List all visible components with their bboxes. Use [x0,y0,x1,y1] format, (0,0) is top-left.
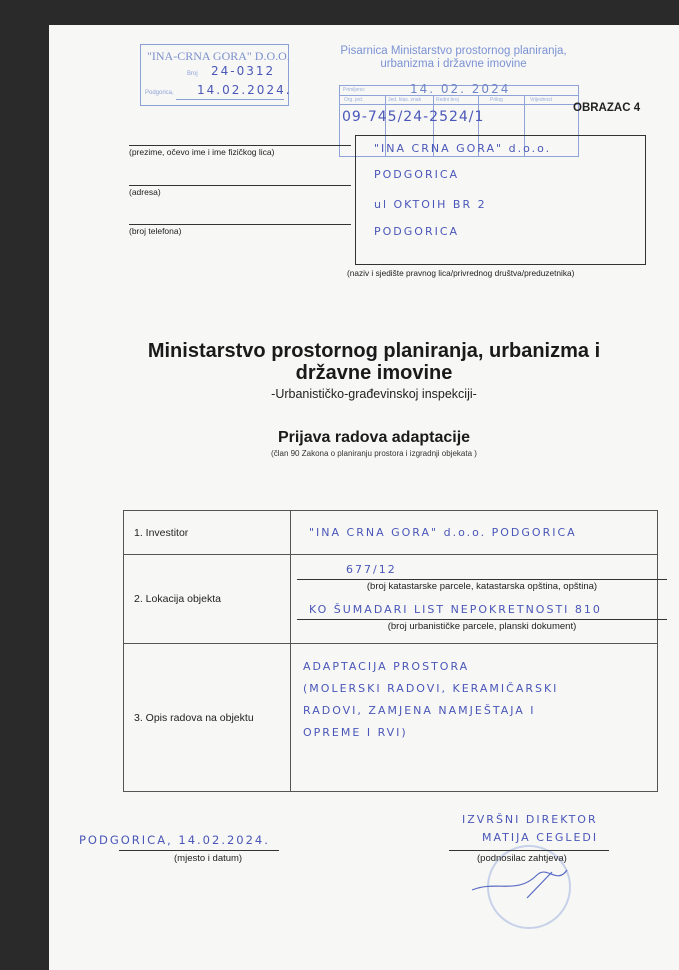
department-subheading: -Urbanističko-građevinskoj inspekciji- [271,387,477,401]
signature-scribble [467,860,587,900]
form-code: OBRAZAC 4 [573,102,641,114]
legal-entity-line-1: "INA CRNA GORA" d.o.o. [374,142,552,155]
address-field-label: (adresa) [129,187,161,197]
ministry-heading: Ministarstvo prostornog planiranja, urbanizma i državne imovine [147,340,601,384]
investitor-value [291,511,658,555]
company-registry-stamp [140,44,292,106]
stamp-col-vrijednost: Vrijednost [530,97,553,103]
parcel-number: 677/12 [346,563,397,576]
opis-line-1: ADAPTACIJA PROSTORA [303,660,470,673]
form-title: Prijava radova adaptacije [277,429,471,446]
stamp-file-number: 09-745/24-2524/1 [342,109,485,125]
table-row [124,644,658,792]
ministry-stamp-title-line1: Pisarnica Ministarstvo prostornog planiranja, [340,45,567,57]
lokacija-value-cell [291,555,658,644]
stamp-place-label: Podgorica, [145,90,174,96]
legal-entity-line-3: ul OKTOIH BR 2 [374,198,487,211]
place-date-value: PODGORICA, 14.02.2024. [79,833,270,847]
stamp-col-org: Org. jed. [344,97,364,103]
place-date-label: (mjesto i datum) [174,853,243,864]
legal-entity-box [355,135,646,265]
application-table [123,510,658,792]
stamp-col-prilog: Prilog [490,97,503,103]
investitor-label: 1. Investitor [124,511,291,555]
signer-title: IZVRŠNI DIREKTOR [462,813,598,826]
address-field-line [129,185,351,186]
stamp-received-date: 14. 02. 2024 [410,82,511,96]
signer-name: MATIJA CEGLEDI [482,831,599,844]
stamp-received-label: Primljeno: [343,87,366,93]
opis-value-cell [291,644,658,792]
legal-entity-line-2: PODGORICA [374,168,460,181]
phone-field-line [129,224,351,225]
place-date-line [119,850,279,851]
parcel-line [297,579,667,580]
ministry-stamp-title-line2: urbanizma i državne imovine [380,58,527,70]
lokacija-label: 2. Lokacija objekta [124,555,291,644]
urban-parcel-value: KO ŠUMADARI LIST NEPOKRETNOSTI 810 [309,603,602,616]
document-page [49,25,679,970]
table-row [124,555,658,644]
phone-field-label: (broj telefona) [129,226,182,236]
legal-entity-label: (naziv i sjedište pravnog lica/privrednog društva/preduzetnika) [347,268,575,278]
signature-line [449,850,609,851]
stamp-date-value: 14.02.2024. [197,83,292,97]
opis-line-2: (MOLERSKI RADOVI, KERAMIČARSKI [303,682,559,695]
name-field-line [129,145,351,146]
law-citation: (član 90 Zakona o planiranju prostora i izgradnji objekata ) [271,449,477,458]
stamp-broj-value: 24-0312 [211,64,276,78]
urban-parcel-line [297,619,667,620]
stamp-col-klas: Jed. klas. znak [388,97,422,103]
name-field-label: (prezime, očevo ime i ime fizičkog lica) [129,147,275,157]
opis-label: 3. Opis radova na objektu [124,644,291,792]
opis-line-3: RADOVI, ZAMJENA NAMJEŠTAJA I [303,704,536,717]
stamp-col-redni: Redni broj [436,97,459,103]
legal-entity-line-4: PODGORICA [374,225,460,238]
stamp-date-underline [176,99,284,100]
ministry-stamp-title [331,45,576,71]
signer-label: (podnosilac zahtjeva) [477,853,567,864]
opis-line-4: OPREME I RVI) [303,726,408,739]
stamp-company-name: "INA-CRNA GORA" D.O.O. [147,49,290,63]
table-row [124,511,658,555]
investitor-handwritten: "INA CRNA GORA" d.o.o. PODGORICA [309,526,577,539]
parcel-hint: (broj katastarske parcele, katastarska opština, opština) [366,581,598,592]
urban-parcel-hint: (broj urbanističke parcele, planski dokument) [387,621,577,632]
stamp-broj-label: Broj [187,71,198,77]
